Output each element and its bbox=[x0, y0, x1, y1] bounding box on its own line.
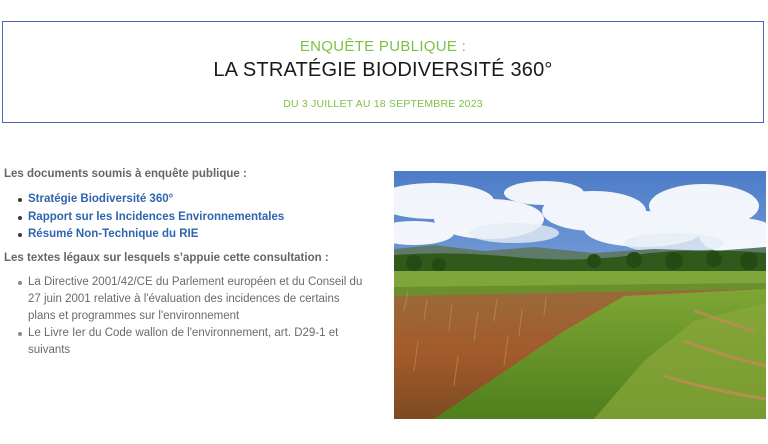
document-link-rapport-incidences[interactable]: Rapport sur les Incidences Environnementales bbox=[28, 210, 285, 223]
announcement-banner bbox=[2, 21, 764, 123]
documents-list bbox=[4, 191, 384, 244]
legal-item-directive: La Directive 2001/42/CE du Parlement européen et du Conseil du 27 juin 2001 relative à l'évaluation des incidences de certains plans et programmes sur l'environnement bbox=[4, 274, 368, 325]
document-link-strategie[interactable]: Stratégie Biodiversité 360° bbox=[28, 193, 174, 205]
legal-texts-list bbox=[4, 274, 384, 359]
documents-heading: Les documents soumis à enquête publique : bbox=[4, 168, 247, 180]
meadow-landscape-photo bbox=[394, 171, 766, 419]
banner-kicker: ENQUÊTE PUBLIQUE : bbox=[299, 38, 467, 55]
document-link-resume-rie[interactable]: Résumé Non-Technique du RIE bbox=[28, 228, 199, 240]
banner-dates: DU 3 JUILLET AU 18 SEPTEMBRE 2023 bbox=[283, 98, 483, 110]
banner-title: LA STRATÉGIE BIODIVERSITÉ 360° bbox=[213, 59, 553, 81]
legal-item-code-wallon: Le Livre Ier du Code wallon de l'environnement, art. D29-1 et suivants bbox=[4, 325, 368, 359]
list-item bbox=[4, 191, 384, 209]
list-item bbox=[4, 209, 384, 227]
legal-heading: Les textes légaux sur lesquels s’appuie cette consultation : bbox=[4, 251, 329, 264]
list-item bbox=[4, 226, 384, 244]
main-content bbox=[4, 166, 384, 359]
